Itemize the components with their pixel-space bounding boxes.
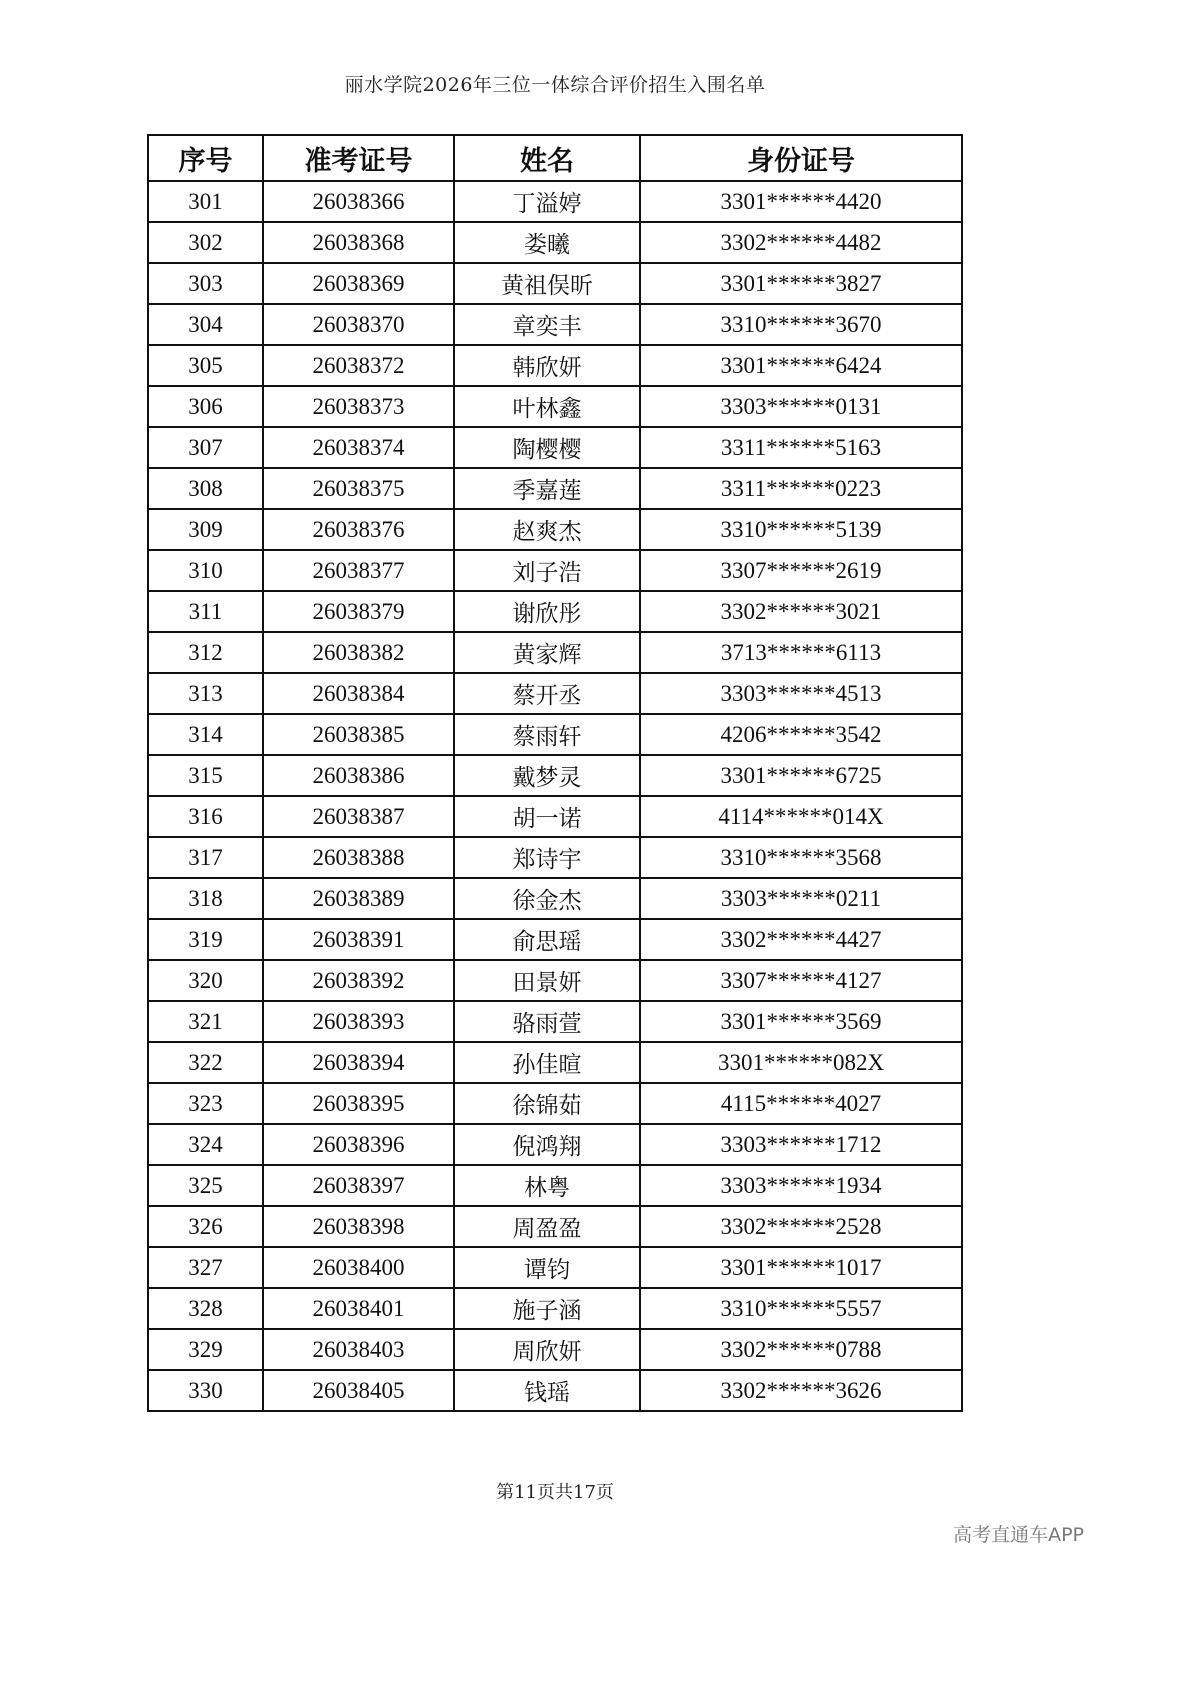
cell-name: 章奕丰 bbox=[454, 304, 640, 345]
cell-name: 叶林鑫 bbox=[454, 386, 640, 427]
cell-serial-number: 309 bbox=[148, 509, 263, 550]
cell-id-card: 3303******1934 bbox=[640, 1165, 962, 1206]
cell-id-card: 3310******3568 bbox=[640, 837, 962, 878]
cell-name: 戴梦灵 bbox=[454, 755, 640, 796]
table-row bbox=[148, 1083, 962, 1124]
cell-serial-number: 311 bbox=[148, 591, 263, 632]
table-row bbox=[148, 550, 962, 591]
cell-id-card: 3311******0223 bbox=[640, 468, 962, 509]
cell-name: 施子涵 bbox=[454, 1288, 640, 1329]
cell-serial-number: 312 bbox=[148, 632, 263, 673]
header-name: 姓名 bbox=[454, 135, 640, 181]
table-header-row bbox=[148, 135, 962, 181]
cell-name: 韩欣妍 bbox=[454, 345, 640, 386]
cell-serial-number: 308 bbox=[148, 468, 263, 509]
table-row bbox=[148, 427, 962, 468]
cell-id-card: 4206******3542 bbox=[640, 714, 962, 755]
cell-exam-id: 26038393 bbox=[263, 1001, 454, 1042]
cell-exam-id: 26038389 bbox=[263, 878, 454, 919]
cell-name: 孙佳暄 bbox=[454, 1042, 640, 1083]
cell-exam-id: 26038376 bbox=[263, 509, 454, 550]
table-row bbox=[148, 1165, 962, 1206]
table-row bbox=[148, 1206, 962, 1247]
cell-exam-id: 26038391 bbox=[263, 919, 454, 960]
cell-id-card: 3303******0211 bbox=[640, 878, 962, 919]
cell-name: 郑诗宇 bbox=[454, 837, 640, 878]
cell-name: 蔡雨轩 bbox=[454, 714, 640, 755]
cell-serial-number: 327 bbox=[148, 1247, 263, 1288]
table-body bbox=[148, 181, 962, 1411]
cell-exam-id: 26038382 bbox=[263, 632, 454, 673]
cell-exam-id: 26038373 bbox=[263, 386, 454, 427]
watermark-text: 高考直通车APP bbox=[953, 1524, 1084, 1546]
cell-serial-number: 319 bbox=[148, 919, 263, 960]
cell-serial-number: 315 bbox=[148, 755, 263, 796]
cell-exam-id: 26038387 bbox=[263, 796, 454, 837]
cell-serial-number: 306 bbox=[148, 386, 263, 427]
cell-id-card: 3310******5139 bbox=[640, 509, 962, 550]
cell-serial-number: 310 bbox=[148, 550, 263, 591]
cell-id-card: 3713******6113 bbox=[640, 632, 962, 673]
cell-serial-number: 303 bbox=[148, 263, 263, 304]
cell-id-card: 3301******6725 bbox=[640, 755, 962, 796]
cell-exam-id: 26038400 bbox=[263, 1247, 454, 1288]
cell-exam-id: 26038395 bbox=[263, 1083, 454, 1124]
cell-name: 黄祖俣昕 bbox=[454, 263, 640, 304]
cell-serial-number: 318 bbox=[148, 878, 263, 919]
cell-id-card: 3301******6424 bbox=[640, 345, 962, 386]
cell-id-card: 3301******082X bbox=[640, 1042, 962, 1083]
cell-id-card: 3302******4482 bbox=[640, 222, 962, 263]
cell-exam-id: 26038392 bbox=[263, 960, 454, 1001]
table-row bbox=[148, 714, 962, 755]
cell-exam-id: 26038385 bbox=[263, 714, 454, 755]
cell-exam-id: 26038397 bbox=[263, 1165, 454, 1206]
cell-name: 徐金杰 bbox=[454, 878, 640, 919]
cell-exam-id: 26038398 bbox=[263, 1206, 454, 1247]
cell-id-card: 3302******4427 bbox=[640, 919, 962, 960]
cell-name: 倪鸿翔 bbox=[454, 1124, 640, 1165]
cell-serial-number: 305 bbox=[148, 345, 263, 386]
cell-name: 徐锦茹 bbox=[454, 1083, 640, 1124]
cell-exam-id: 26038403 bbox=[263, 1329, 454, 1370]
cell-id-card: 3302******0788 bbox=[640, 1329, 962, 1370]
cell-exam-id: 26038370 bbox=[263, 304, 454, 345]
table-row bbox=[148, 878, 962, 919]
cell-name: 骆雨萱 bbox=[454, 1001, 640, 1042]
cell-id-card: 3301******1017 bbox=[640, 1247, 962, 1288]
table-row bbox=[148, 304, 962, 345]
cell-serial-number: 320 bbox=[148, 960, 263, 1001]
header-id-card: 身份证号 bbox=[640, 135, 962, 181]
cell-name: 丁溢婷 bbox=[454, 181, 640, 222]
document-title: 丽水学院2026年三位一体综合评价招生入围名单 bbox=[344, 74, 766, 96]
cell-id-card: 3311******5163 bbox=[640, 427, 962, 468]
cell-serial-number: 307 bbox=[148, 427, 263, 468]
cell-id-card: 3303******0131 bbox=[640, 386, 962, 427]
table-row bbox=[148, 960, 962, 1001]
cell-serial-number: 314 bbox=[148, 714, 263, 755]
table-row bbox=[148, 181, 962, 222]
cell-id-card: 3301******4420 bbox=[640, 181, 962, 222]
admission-roster-table bbox=[147, 134, 963, 1412]
cell-name: 赵爽杰 bbox=[454, 509, 640, 550]
cell-name: 周盈盈 bbox=[454, 1206, 640, 1247]
cell-serial-number: 325 bbox=[148, 1165, 263, 1206]
cell-serial-number: 321 bbox=[148, 1001, 263, 1042]
table-row bbox=[148, 509, 962, 550]
cell-id-card: 3302******2528 bbox=[640, 1206, 962, 1247]
header-serial-number: 序号 bbox=[148, 135, 263, 181]
page-number: 第11页共17页 bbox=[496, 1482, 614, 1503]
cell-name: 钱瑶 bbox=[454, 1370, 640, 1411]
cell-id-card: 4114******014X bbox=[640, 796, 962, 837]
cell-serial-number: 322 bbox=[148, 1042, 263, 1083]
cell-exam-id: 26038388 bbox=[263, 837, 454, 878]
cell-id-card: 4115******4027 bbox=[640, 1083, 962, 1124]
table-row bbox=[148, 345, 962, 386]
table-row bbox=[148, 591, 962, 632]
cell-id-card: 3303******4513 bbox=[640, 673, 962, 714]
table-row bbox=[148, 222, 962, 263]
cell-exam-id: 26038369 bbox=[263, 263, 454, 304]
cell-id-card: 3307******2619 bbox=[640, 550, 962, 591]
cell-id-card: 3302******3021 bbox=[640, 591, 962, 632]
cell-serial-number: 330 bbox=[148, 1370, 263, 1411]
cell-exam-id: 26038394 bbox=[263, 1042, 454, 1083]
table-row bbox=[148, 837, 962, 878]
table-row bbox=[148, 1042, 962, 1083]
cell-exam-id: 26038374 bbox=[263, 427, 454, 468]
cell-name: 季嘉莲 bbox=[454, 468, 640, 509]
cell-id-card: 3302******3626 bbox=[640, 1370, 962, 1411]
cell-name: 黄家辉 bbox=[454, 632, 640, 673]
cell-serial-number: 326 bbox=[148, 1206, 263, 1247]
table-row bbox=[148, 468, 962, 509]
cell-name: 娄曦 bbox=[454, 222, 640, 263]
table-row bbox=[148, 632, 962, 673]
cell-name: 林粤 bbox=[454, 1165, 640, 1206]
table-row bbox=[148, 263, 962, 304]
cell-exam-id: 26038377 bbox=[263, 550, 454, 591]
table-row bbox=[148, 1247, 962, 1288]
cell-serial-number: 313 bbox=[148, 673, 263, 714]
cell-serial-number: 324 bbox=[148, 1124, 263, 1165]
cell-id-card: 3310******3670 bbox=[640, 304, 962, 345]
cell-name: 胡一诺 bbox=[454, 796, 640, 837]
header-exam-id: 准考证号 bbox=[263, 135, 454, 181]
cell-exam-id: 26038375 bbox=[263, 468, 454, 509]
cell-name: 谢欣彤 bbox=[454, 591, 640, 632]
cell-exam-id: 26038396 bbox=[263, 1124, 454, 1165]
cell-serial-number: 304 bbox=[148, 304, 263, 345]
cell-serial-number: 301 bbox=[148, 181, 263, 222]
cell-id-card: 3303******1712 bbox=[640, 1124, 962, 1165]
cell-exam-id: 26038372 bbox=[263, 345, 454, 386]
cell-name: 刘子浩 bbox=[454, 550, 640, 591]
cell-exam-id: 26038405 bbox=[263, 1370, 454, 1411]
cell-name: 谭钧 bbox=[454, 1247, 640, 1288]
cell-exam-id: 26038384 bbox=[263, 673, 454, 714]
cell-name: 周欣妍 bbox=[454, 1329, 640, 1370]
cell-exam-id: 26038368 bbox=[263, 222, 454, 263]
table-row bbox=[148, 755, 962, 796]
table-row bbox=[148, 673, 962, 714]
cell-name: 俞思瑶 bbox=[454, 919, 640, 960]
cell-id-card: 3310******5557 bbox=[640, 1288, 962, 1329]
table-row bbox=[148, 919, 962, 960]
cell-name: 田景妍 bbox=[454, 960, 640, 1001]
table-row bbox=[148, 1370, 962, 1411]
cell-serial-number: 316 bbox=[148, 796, 263, 837]
cell-id-card: 3301******3827 bbox=[640, 263, 962, 304]
cell-exam-id: 26038366 bbox=[263, 181, 454, 222]
cell-serial-number: 329 bbox=[148, 1329, 263, 1370]
cell-serial-number: 317 bbox=[148, 837, 263, 878]
cell-serial-number: 302 bbox=[148, 222, 263, 263]
cell-exam-id: 26038401 bbox=[263, 1288, 454, 1329]
table-row bbox=[148, 1329, 962, 1370]
cell-serial-number: 323 bbox=[148, 1083, 263, 1124]
cell-name: 陶樱樱 bbox=[454, 427, 640, 468]
cell-exam-id: 26038386 bbox=[263, 755, 454, 796]
cell-serial-number: 328 bbox=[148, 1288, 263, 1329]
cell-exam-id: 26038379 bbox=[263, 591, 454, 632]
table-row bbox=[148, 1124, 962, 1165]
cell-id-card: 3301******3569 bbox=[640, 1001, 962, 1042]
table-row bbox=[148, 796, 962, 837]
cell-id-card: 3307******4127 bbox=[640, 960, 962, 1001]
table-row bbox=[148, 1001, 962, 1042]
table-row bbox=[148, 386, 962, 427]
cell-name: 蔡开丞 bbox=[454, 673, 640, 714]
table-row bbox=[148, 1288, 962, 1329]
